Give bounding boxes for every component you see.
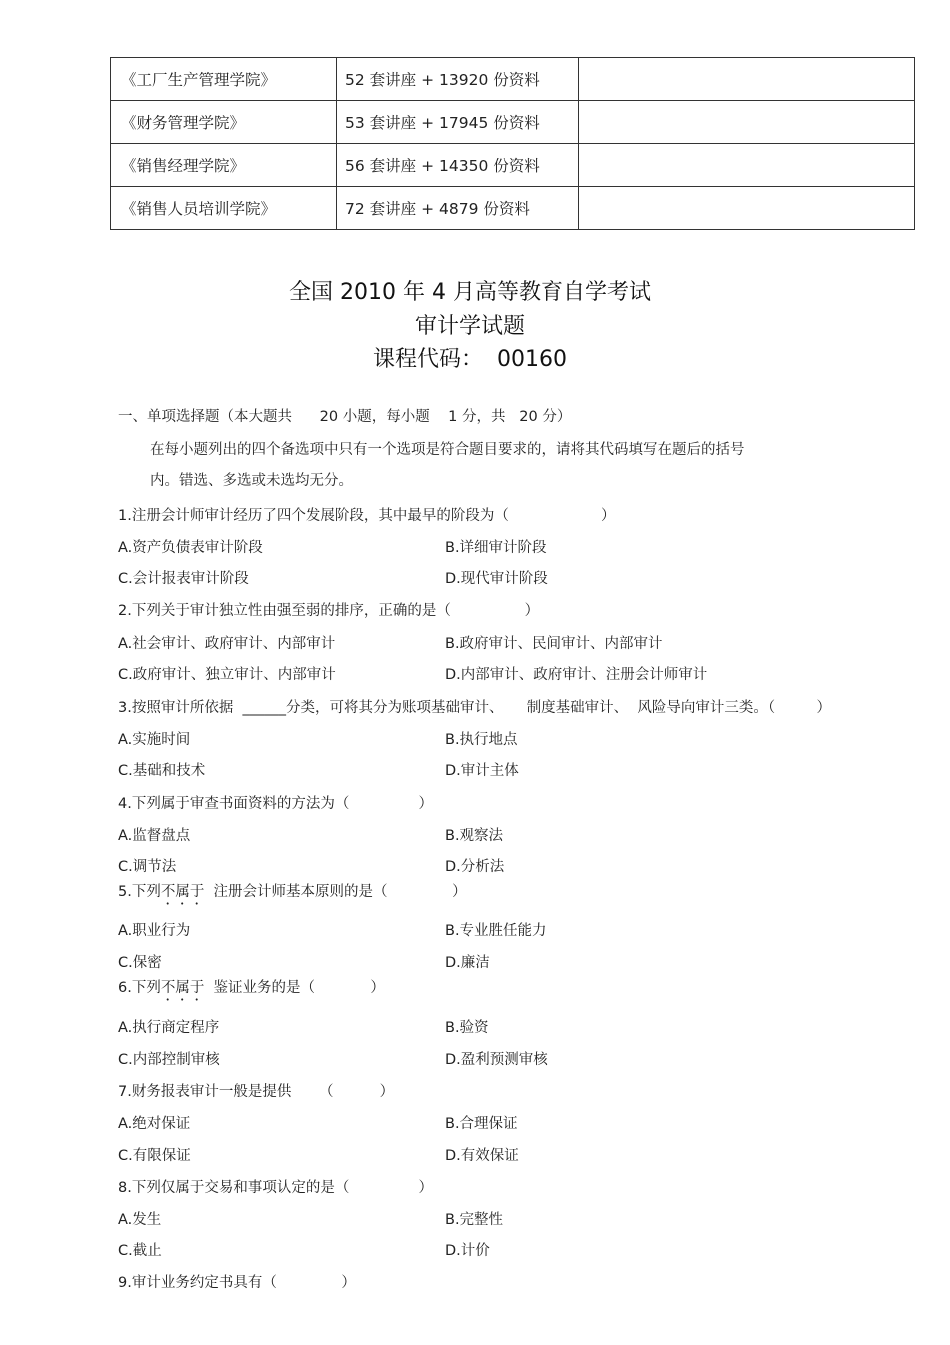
college-content: 52 套讲座 + 13920 份资料	[337, 58, 579, 101]
option-c: C.政府审计、独立审计、内部审计	[118, 667, 336, 683]
question-stem	[118, 978, 385, 1004]
option-d: D.现代审计阶段	[445, 571, 548, 587]
table-row	[111, 144, 915, 187]
college-name: 《工厂生产管理学院》	[111, 58, 337, 101]
option-d: D.审计主体	[445, 763, 519, 779]
option-b: B.详细审计阶段	[445, 540, 547, 556]
option-d: D.盈利预测审核	[445, 1052, 548, 1068]
option-c: C.内部控制审核	[118, 1052, 220, 1068]
section-instruction: 内。错选、多选或未选均无分。	[150, 473, 353, 489]
option-c: C.调节法	[118, 859, 177, 875]
option-d: D.廉洁	[445, 955, 490, 971]
college-name: 《销售人员培训学院》	[111, 187, 337, 230]
option-c: C.保密	[118, 955, 162, 971]
option-b: B.执行地点	[445, 732, 518, 748]
table-row	[111, 58, 915, 101]
question-stem	[118, 882, 467, 908]
table-row	[111, 101, 915, 144]
option-b: B.观察法	[445, 828, 504, 844]
option-c: C.有限保证	[118, 1148, 191, 1164]
course-code: 课程代码： 00160	[373, 347, 567, 372]
college-content: 72 套讲座 + 4879 份资料	[337, 187, 579, 230]
question-stem: 3.按照审计所依据 ______分类，可将其分为账项基础审计、 制度基础审计、 风险导向审计三类。（ ）	[118, 700, 832, 716]
emphasis-text: 不属于	[160, 980, 205, 996]
college-content: 53 套讲座 + 17945 份资料	[337, 101, 579, 144]
option-a: A.资产负债表审计阶段	[118, 540, 263, 556]
college-name: 《财务管理学院》	[111, 101, 337, 144]
college-extra	[579, 101, 915, 144]
section-instruction: 在每小题列出的四个备选项中只有一个选项是符合题目要求的，请将其代码填写在题后的括号	[150, 442, 745, 458]
option-a: A.发生	[118, 1212, 162, 1228]
option-a: A.绝对保证	[118, 1116, 191, 1132]
college-name: 《销售经理学院》	[111, 144, 337, 187]
option-d: D.有效保证	[445, 1148, 519, 1164]
stem-suffix: 注册会计师基本原则的是（ ）	[204, 884, 467, 900]
option-d: D.计价	[445, 1243, 490, 1259]
exam-title: 全国 2010 年 4 月高等教育自学考试	[289, 280, 651, 305]
option-b: B.验资	[445, 1020, 489, 1036]
emphasis-text: 不属于	[160, 884, 205, 900]
option-a: A.监督盘点	[118, 828, 191, 844]
option-c: C.基础和技术	[118, 763, 206, 779]
question-stem: 9.审计业务约定书具有（ ）	[118, 1275, 356, 1291]
option-b: B.完整性	[445, 1212, 504, 1228]
option-d: D.分析法	[445, 859, 505, 875]
question-stem: 8.下列仅属于交易和事项认定的是（ ）	[118, 1180, 433, 1196]
stem-prefix: 6.下列	[118, 980, 161, 996]
college-extra	[579, 144, 915, 187]
option-a: A.职业行为	[118, 923, 191, 939]
question-stem: 4.下列属于审查书面资料的方法为（ ）	[118, 796, 433, 812]
college-extra	[579, 187, 915, 230]
option-b: B.专业胜任能力	[445, 923, 547, 939]
table-row	[111, 187, 915, 230]
college-extra	[579, 58, 915, 101]
question-stem: 2.下列关于审计独立性由强至弱的排序，正确的是（ ）	[118, 603, 540, 619]
stem-prefix: 5.下列	[118, 884, 161, 900]
college-table	[110, 57, 915, 230]
option-a: A.实施时间	[118, 732, 191, 748]
option-d: D.内部审计、政府审计、注册会计师审计	[445, 667, 708, 683]
option-c: C.截止	[118, 1243, 162, 1259]
option-c: C.会计报表审计阶段	[118, 571, 249, 587]
option-b: B.合理保证	[445, 1116, 518, 1132]
section-heading: 一、单项选择题（本大题共 20 小题，每小题 1 分，共 20 分）	[118, 409, 572, 425]
question-stem: 7.财务报表审计一般是提供 （ ）	[118, 1084, 395, 1100]
option-a: A.执行商定程序	[118, 1020, 220, 1036]
option-b: B.政府审计、民间审计、内部审计	[445, 636, 663, 652]
stem-suffix: 鉴证业务的是（ ）	[204, 980, 385, 996]
option-a: A.社会审计、政府审计、内部审计	[118, 636, 336, 652]
college-content: 56 套讲座 + 14350 份资料	[337, 144, 579, 187]
exam-subject: 审计学试题	[414, 314, 525, 339]
question-stem: 1.注册会计师审计经历了四个发展阶段，其中最早的阶段为（ ）	[118, 508, 616, 524]
